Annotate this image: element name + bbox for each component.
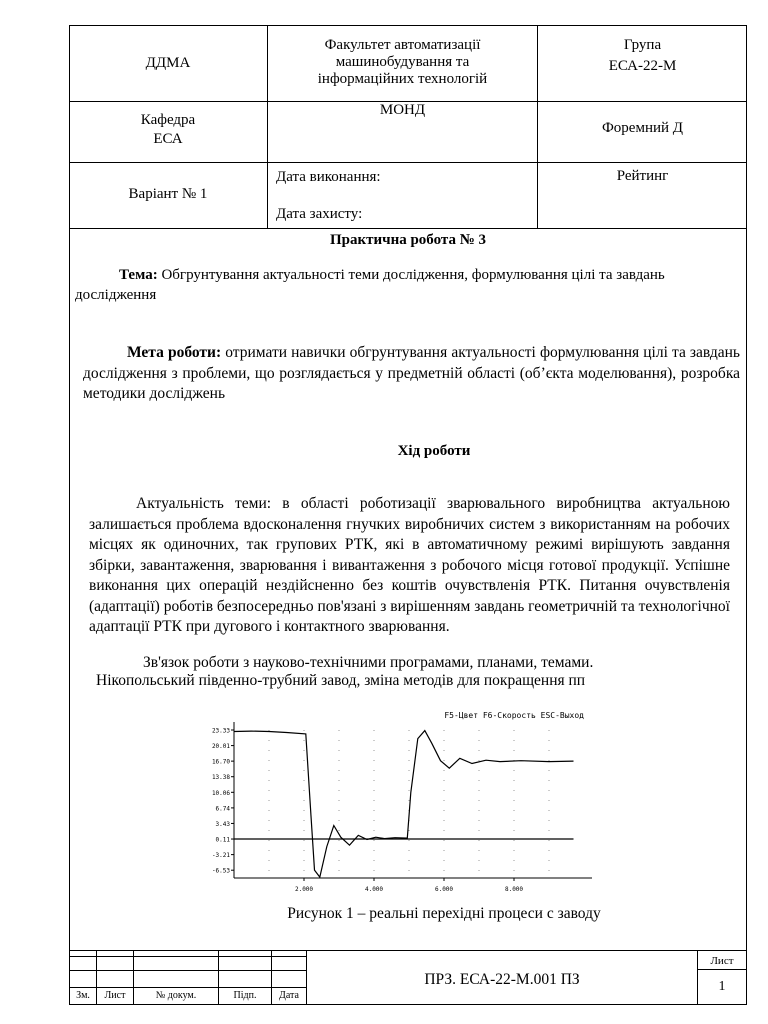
org-name: ДДМА	[145, 55, 191, 71]
x-tick-label-2: 6.000	[434, 886, 454, 893]
document-code: ПРЗ. ЕСА-22-М.001 ПЗ	[424, 970, 580, 988]
header-line-3	[69, 228, 747, 229]
faculty-name	[268, 30, 537, 94]
x-tick-label-3: 8.000	[504, 886, 524, 893]
y-tick-label-2: 16.70	[211, 758, 230, 766]
plant-paragraph: Нікопольський південно-трубний завод, зміна методів для покращення пп	[96, 672, 586, 689]
y-tick-label-1: 20.01	[211, 743, 230, 751]
y-tick-label-3: 13.38	[211, 774, 230, 782]
date-done-label: Дата виконання:	[276, 169, 381, 185]
header-line-2	[69, 162, 747, 163]
y-tick-label-4: 10.06	[211, 789, 230, 797]
group-cell	[538, 30, 747, 82]
y-tick-label-7: 0.11	[215, 836, 230, 844]
faculty-line-2: машинобудування та	[335, 53, 470, 70]
y-tick-label-8: -3.21	[211, 852, 230, 860]
stamp-top-line	[69, 950, 747, 951]
stamp-header-change: Зм.	[76, 990, 90, 1001]
sheet-number: 1	[718, 978, 726, 994]
variant: Варіант № 1	[128, 185, 208, 202]
topic-label: Тема:	[119, 267, 158, 283]
faculty-line-1: Факультет автоматизації	[324, 36, 481, 53]
stamp-header-doc: № докум.	[155, 990, 197, 1001]
figure-caption: Рисунок 1 – реальні перехідні процеси с заводу	[287, 905, 601, 922]
faculty-line-3: інформаційних технологій	[317, 70, 488, 87]
series-response	[234, 731, 574, 878]
date-defense-label: Дата захисту:	[276, 206, 363, 222]
goal-paragraph	[83, 343, 740, 405]
subject-name: МОНД	[379, 101, 426, 118]
department-cell	[69, 110, 267, 150]
department-value: ЕСА	[153, 131, 183, 147]
topic-text: Обгрунтування актуальності теми дослідження, формулювання цілі та завдань дослідження	[75, 267, 665, 303]
group-label: Група	[623, 37, 662, 53]
y-tick-label-5: 6.74	[215, 805, 230, 813]
stamp-sheet-line	[697, 969, 747, 970]
y-tick-label-9: -6.53	[211, 867, 230, 875]
sheet-label: Лист	[710, 955, 734, 967]
topic-paragraph	[75, 265, 741, 305]
progress-heading: Хід роботи	[397, 443, 471, 459]
stamp-header-sheet: Лист	[104, 990, 126, 1001]
student-name: Форемний Д	[601, 119, 684, 136]
y-tick-label-0: 23.33	[211, 727, 230, 735]
group-value: ЕСА-22-М	[608, 58, 677, 74]
connection-paragraph: Зв'язок роботи з науково-технічними програмами, планами, темами.	[143, 654, 594, 671]
y-tick-label-6: 3.43	[215, 820, 230, 828]
transient-chart	[208, 706, 598, 896]
goal-text: отримати навички обгрунтування актуальності формулювання цілі та завдань дослідження з проблеми, що розглядається у предметній області (об’єкта моделювання), розробка методики досліджень	[83, 344, 740, 402]
x-tick-label-0: 2.000	[294, 886, 314, 893]
stamp-header-date: Дата	[279, 990, 299, 1001]
rating-label: Рейтинг	[616, 167, 669, 184]
relevance-paragraph: Актуальність теми: в області роботизації зварювального виробництва актуальною залишається проблема вдосконалення гнучких виробничих систем з використанням на робочих місцях як одиночних, так групових РТК, які в автоматичному режимі вирішують завдання збірки, завантаження, зварювання і вивантаження з робочого місця готової продукції. Успішне виконання цих операцій нездійсненно без коштів очувствленія РТК. Питання очувствленія (адаптації) роботів безпосередньо пов'язані з вирішенням завдань геометричній та технологічної адаптації РТК при дугового і контактного зварювання.	[89, 495, 730, 635]
chart-title: F5-Цвет F6-Скорость ESC-Выход	[444, 711, 584, 720]
stamp-header-sign: Підп.	[233, 990, 257, 1001]
x-tick-label-1: 4.000	[364, 886, 384, 893]
goal-label: Мета роботи:	[127, 344, 222, 361]
work-title: Практична робота № 3	[329, 232, 487, 248]
department-label: Кафедра	[140, 112, 196, 128]
